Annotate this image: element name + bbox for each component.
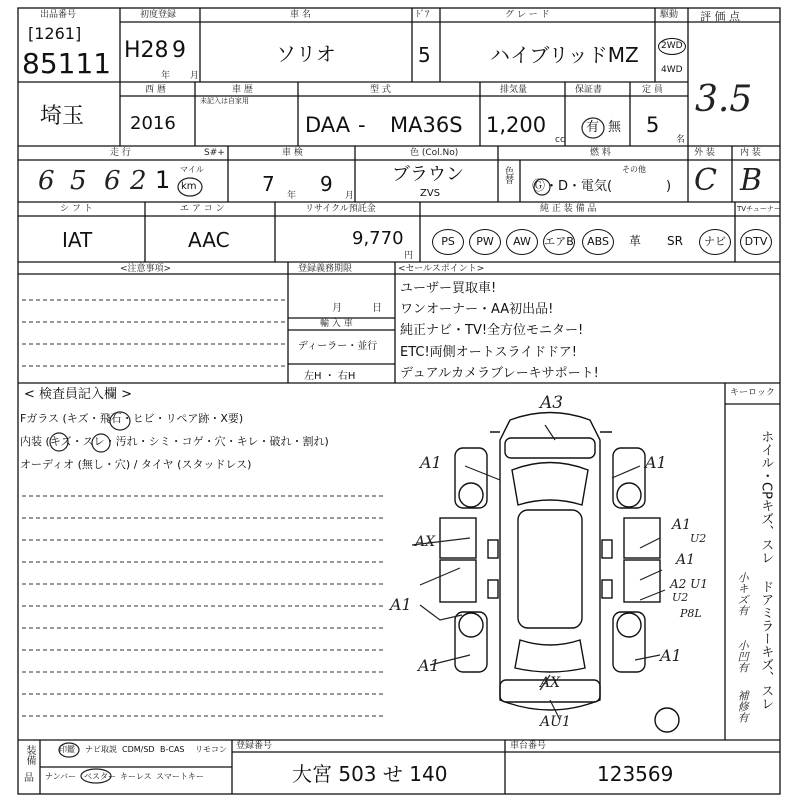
first-registration-label: 初度登録 [140, 10, 177, 20]
mark-left-rear-door: A1 [390, 595, 412, 614]
doors: 5 [418, 43, 431, 67]
sales-point-1: ユーザー買取車! [400, 281, 497, 296]
mark-left-fender: AX [415, 534, 436, 550]
exterior-grade: C [694, 163, 717, 198]
year-label: 西 暦 [145, 85, 166, 95]
sales-points-label: <セールスポイント> [398, 264, 485, 274]
note-repaired: 補修有 [736, 690, 750, 723]
registration-day: 日 [372, 303, 382, 314]
color-change-label: 色替 [503, 166, 513, 184]
doors-label: ﾄﾞｱ [416, 10, 430, 20]
recycle-label: リサイクル預託金 [305, 204, 376, 214]
model-year: 2016 [130, 113, 176, 134]
caution-label: <注意事項> [120, 264, 172, 274]
warranty-yes: 有 [586, 120, 600, 135]
mileage-digit-2: 5 [70, 166, 87, 196]
equipment-pw: PW [469, 229, 501, 255]
mark-right-pillar: A1 [676, 552, 696, 568]
drive-2wd: 2WD [658, 38, 686, 55]
equipment-navi: ナビ [699, 229, 731, 255]
mileage-unit-mile: マイル [180, 165, 204, 174]
chassis-number: 123569 [597, 762, 674, 786]
mark-u2-b: U2 [672, 591, 689, 604]
exterior-label: 外 装 [694, 148, 715, 158]
mark-front-right: A1 [645, 453, 667, 472]
fuel-other-label: その他 [622, 165, 646, 174]
registration-month: 月 [332, 303, 342, 314]
color: ブラウン [392, 164, 464, 185]
equipment-sunroof: SR [667, 234, 683, 248]
mileage-label: 走 行 [110, 148, 131, 158]
equipment-airbag: エアB [543, 229, 575, 255]
displacement: 1,200 [486, 113, 547, 137]
capacity: 5 [646, 113, 660, 137]
shift: IAT [62, 228, 93, 252]
mark-right-rear-door: A2 U1 [670, 577, 708, 591]
air-conditioning: AAC [188, 228, 230, 252]
inspection-month: 9 [320, 172, 333, 196]
mark-u2-a: U2 [690, 532, 707, 545]
interior-grade: B [740, 163, 763, 198]
footer-item-bcas: B-CAS [160, 745, 185, 754]
inspection-title: < 検査員記入欄 > [24, 387, 133, 402]
warranty-no: 無 [608, 120, 622, 135]
capacity-label: 定 員 [642, 85, 663, 95]
interior-label: 内 装 [740, 148, 761, 158]
drive-label: 駆動 [660, 10, 679, 20]
sales-point-3: 純正ナビ・TV!全方位モニター! [400, 323, 584, 338]
first-reg-era: H28 [124, 38, 169, 63]
mileage-digit-5: 1 [155, 166, 171, 194]
region: 埼玉 [40, 104, 85, 129]
inspection-year: 7 [262, 172, 275, 196]
mileage-digit-1: 6 [38, 166, 69, 196]
ac-label: エ ア コ ン [180, 204, 225, 214]
equipment-leather: 革 [628, 234, 641, 248]
note-minor-dent: 小凹有 [736, 640, 750, 673]
model-dash: - [358, 113, 366, 137]
fuel-close: ) [666, 179, 672, 194]
footer-item-bester: ベスター [84, 772, 116, 781]
displacement-label: 排気量 [500, 85, 528, 95]
inspection-line-interior: 内装 (キズ・スレ・汚れ・シミ・コゲ・穴・キレ・破れ・割れ) [20, 435, 329, 448]
mark-right-front-door: A1 [672, 517, 692, 533]
footer-item-keyless: キーレス [120, 772, 152, 781]
history-note: 未記入は自家用 [200, 97, 249, 105]
mark-front: A3 [540, 393, 564, 413]
footer-item-smart-key: スマートキー [156, 772, 204, 781]
equipment-aw: AW [506, 229, 538, 255]
displacement-unit: cc [555, 135, 565, 145]
mileage-digit-3: 6 [104, 166, 121, 196]
shift-label: シ フ ト [60, 204, 93, 214]
mark-rear: AX [540, 675, 561, 691]
drive-4wd: 4WD [661, 65, 683, 75]
footer-item-navi-manual: ナビ取説 [85, 745, 117, 754]
mileage-digit-4: 2 [130, 166, 147, 196]
month-unit: 月 [190, 71, 200, 81]
lot-number: 85111 [22, 47, 112, 80]
equipment-label: 純 正 装 備 品 [540, 204, 597, 214]
registration-deadline-label: 登録義務期限 [298, 264, 353, 274]
handle-side: 左H ・ 右H [304, 371, 356, 382]
year-unit: 年 [161, 71, 171, 81]
footer-item-seal: 印鑑 [59, 745, 75, 754]
fuel-label: 燃 料 [590, 148, 611, 158]
mark-front-left: A1 [420, 453, 442, 472]
inspection-line-audio: オーディオ (無し・穴) / タイヤ (スタッドレス) [20, 458, 252, 471]
import-label: 輸 入 車 [320, 319, 353, 329]
equipment-footer-label-1: 装備 [24, 745, 35, 765]
first-reg-month: 9 [172, 38, 186, 63]
dealer-parallel: ディーラー・並行 [298, 341, 378, 352]
footer-item-number: ナンバー [45, 772, 77, 781]
color-number: ZVS [420, 188, 441, 199]
mark-rear-left: A1 [418, 656, 440, 675]
model-prefix: DAA [305, 113, 351, 137]
equipment-dtv: DTV [740, 229, 772, 255]
inspection-line-glass: Fガラス (キズ・飛石・ヒビ・リペア跡・X要) [20, 412, 244, 425]
key-lock-label: キーロック [730, 388, 775, 398]
grade-label: グ レ ー ド [505, 10, 550, 20]
note-wheel-cap: ホイル・CPキズ、スレ [758, 430, 774, 564]
warranty-label: 保証書 [575, 85, 603, 95]
footer-item-cdm-sd: CDM/SD [122, 745, 155, 754]
equipment-footer-label-2: 品 [24, 773, 34, 784]
note-minor-scratch: 小キズ有 [736, 572, 750, 616]
note-door-mirror: ドアミラーキズ、スレ [758, 580, 774, 710]
plate-number: 大宮 503 せ 140 [292, 762, 448, 786]
mileage-unit-km: km [181, 181, 197, 192]
color-label: 色 (Col.No) [410, 148, 459, 158]
grade: ハイブリッドMZ [490, 43, 639, 67]
lot-code: [1261] [28, 24, 82, 43]
lot-number-label: 出品番号 [40, 10, 77, 20]
mark-p8l: P8L [680, 607, 702, 620]
tv-tuner-label: TVチューナー [737, 205, 781, 213]
model-code: MA36S [390, 113, 463, 137]
mark-rear-bumper: AU1 [540, 714, 571, 730]
capacity-unit: 名 [676, 135, 686, 145]
fuel-options: Ⓖ・D・電気( [532, 179, 613, 194]
recycle-unit: 円 [404, 251, 414, 261]
smeter-label: S#+ [204, 148, 225, 158]
score: 3.5 [695, 79, 753, 120]
score-label: 評 価 点 [700, 10, 740, 23]
sales-point-4: ETC!両側オートスライドドア! [400, 345, 577, 360]
inspection-label: 車 検 [282, 148, 303, 158]
plate-label: 登録番号 [236, 741, 273, 751]
sales-point-2: ワンオーナー・AA初出品! [400, 302, 554, 317]
mark-rear-right: A1 [660, 646, 682, 665]
sales-point-5: デュアルカメラブレーキサポート! [400, 366, 599, 381]
equipment-ps: PS [432, 229, 464, 255]
inspection-year-unit: 年 [287, 191, 297, 201]
footer-item-remote: リモコン [195, 745, 227, 754]
history-label: 車 歴 [232, 85, 253, 95]
car-name: ソリオ [276, 42, 336, 66]
recycle-fee: 9,770 [352, 228, 404, 249]
equipment-abs: ABS [582, 229, 614, 255]
inspection-month-unit: 月 [345, 191, 355, 201]
car-name-label: 車 名 [290, 10, 311, 20]
model-label: 型 式 [370, 85, 391, 95]
chassis-number-label: 車台番号 [510, 741, 547, 751]
